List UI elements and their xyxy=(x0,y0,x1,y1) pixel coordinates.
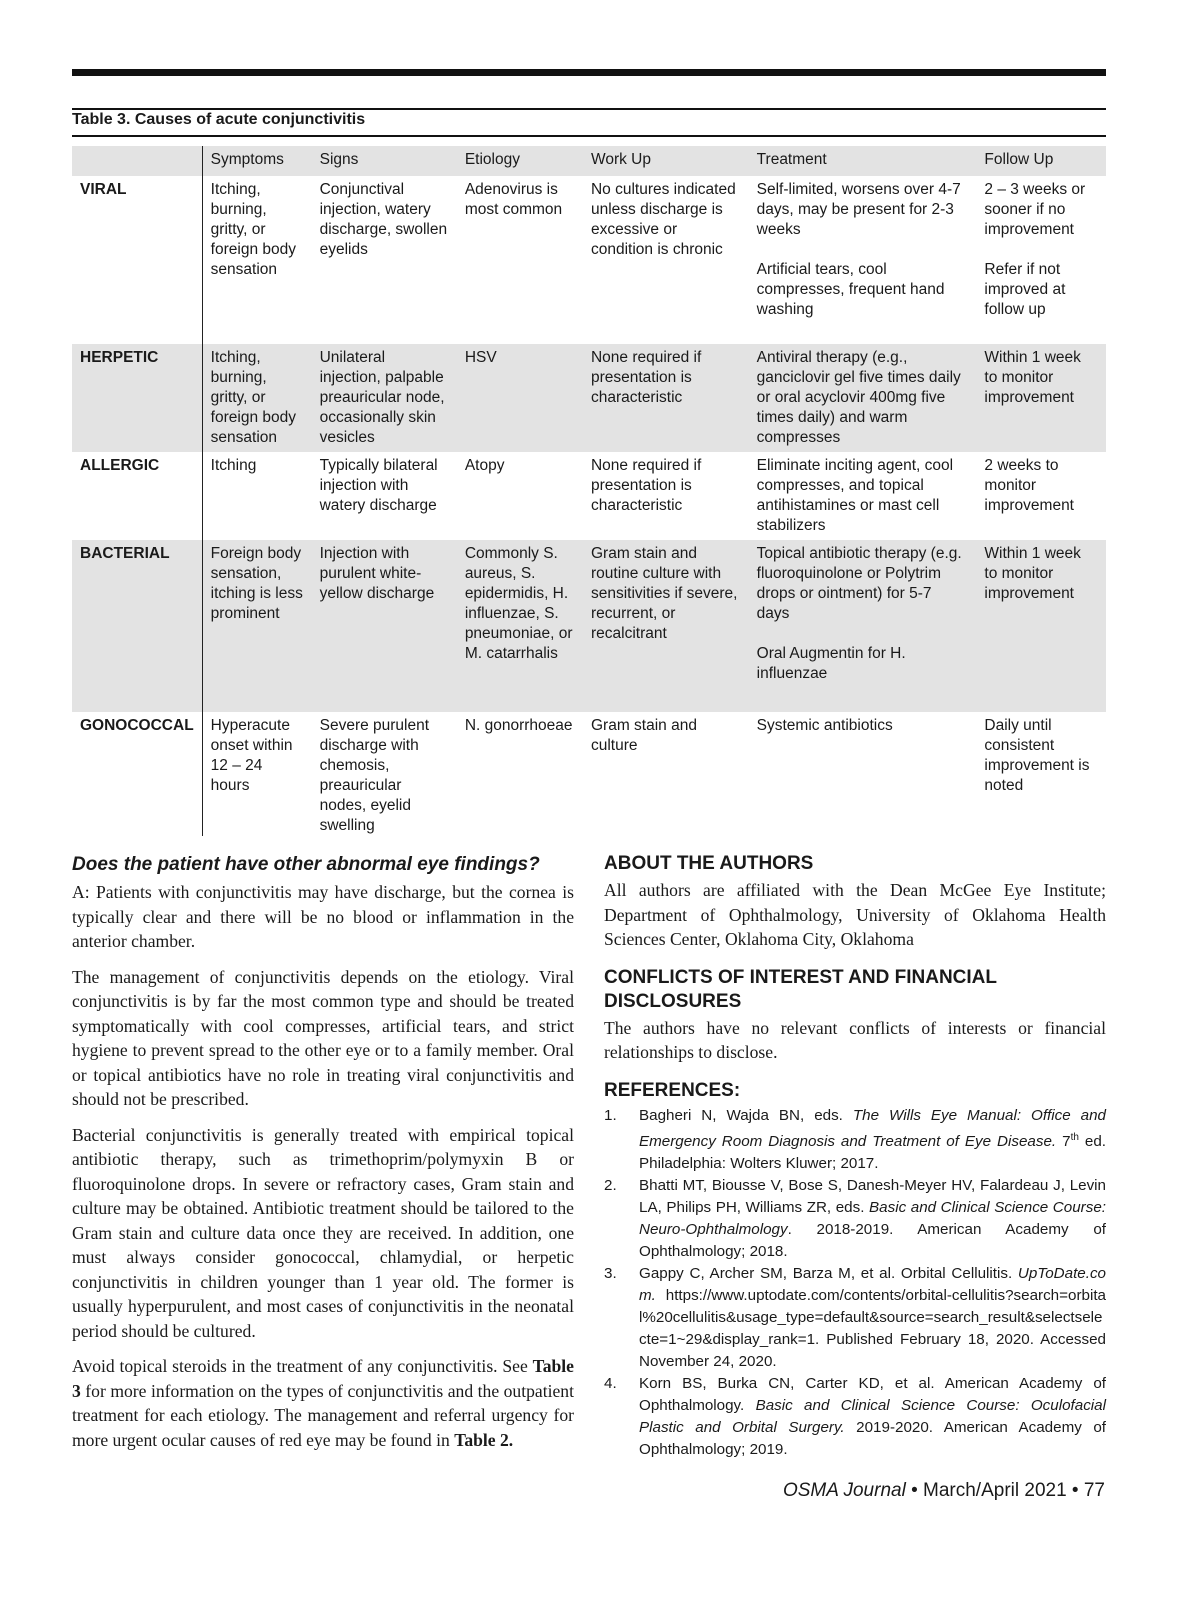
text-run: Avoid topical steroids in the treatment of any conjunctivitis. See xyxy=(72,1356,533,1376)
reference-item xyxy=(604,1175,1106,1263)
text-run: Korn BS, Burka CN, Carter KD, et al. American Academy of Ophthalmology. xyxy=(639,1374,1106,1414)
followup-line: Refer if not improved at follow up xyxy=(984,261,1066,318)
reference-number: 4. xyxy=(604,1374,617,1392)
header-treatment: Treatment xyxy=(749,146,977,176)
superscript: th xyxy=(1070,1131,1079,1143)
cell-etiology: Commonly S. aureus, S. epidermidis, H. influenzae, S. pneumoniae, or M. catarrhalis xyxy=(457,540,583,712)
cell-followup: 2 weeks to monitor improvement xyxy=(984,457,1074,514)
reference-title: Basic and Clinical Science Course: Oculofacial Plastic and Orbital Surgery. xyxy=(639,1396,1106,1436)
cell-treatment xyxy=(749,540,977,712)
cell-signs: Typically bilateral injection with watery discharge xyxy=(319,457,438,514)
table-row-viral xyxy=(72,176,1106,344)
treatment-line: Self-limited, worsens over 4-7 days, may be present for 2-3 weeks xyxy=(756,181,961,238)
header-workup: Work Up xyxy=(583,146,749,176)
reference-item xyxy=(604,1263,1106,1373)
header-etiology: Etiology xyxy=(457,146,583,176)
text-run: Bhatti MT, Biousse V, Bose S, Danesh-Meyer HV, Falardeau J, Levin LA, Philips PH, Williams ZR, eds. xyxy=(639,1176,1106,1216)
header-followup: Follow Up xyxy=(976,146,1105,176)
text-run: 7 xyxy=(1056,1132,1071,1150)
row-label: GONOCOCCAL xyxy=(80,717,194,734)
table-row-gonococcal xyxy=(72,712,1106,836)
reference-item xyxy=(604,1105,1106,1175)
header-symptoms: Symptoms xyxy=(202,146,311,176)
references-list xyxy=(604,1105,1106,1461)
cell-signs: Conjunctival injection, watery discharge, swollen eyelids xyxy=(319,181,448,258)
followup-line: 2 – 3 weeks or sooner if no improvement xyxy=(984,181,1086,238)
reference-number: 2. xyxy=(604,1176,617,1194)
header-blank xyxy=(72,146,202,176)
cell-signs: Unilateral injection, palpable preauricular node, occasionally skin vesicles xyxy=(312,344,457,452)
section-heading: Does the patient have other abnormal eye findings? xyxy=(72,854,540,875)
cell-symptoms: Foreign body sensation, itching is less prominent xyxy=(202,540,311,712)
table-caption: Table 3. Causes of acute conjunctivitis xyxy=(72,111,366,128)
table-3-reference: Table 3 xyxy=(72,1356,574,1401)
cell-treatment: Antiviral therapy (e.g., ganciclovir gel five times daily or oral acyclovir 400mg five times daily) and warm compresses xyxy=(749,344,977,452)
table-header-row xyxy=(72,146,1106,176)
conflicts-heading: CONFLICTS OF INTEREST AND FINANCIAL DISCLOSURES xyxy=(604,966,997,1012)
cell-etiology: Atopy xyxy=(464,457,505,474)
cell-treatment: Systemic antibiotics xyxy=(756,717,893,734)
journal-name: OSMA Journal xyxy=(782,1480,906,1501)
cell-followup xyxy=(976,176,1105,344)
cell-workup: Gram stain and routine culture with sensitivities if severe, recurrent, or recalcitrant xyxy=(583,540,749,712)
cell-etiology: HSV xyxy=(457,344,583,452)
text-run: Bagheri N, Wajda BN, eds. xyxy=(639,1106,853,1124)
about-heading: ABOUT THE AUTHORS xyxy=(604,853,814,874)
row-label: HERPETIC xyxy=(72,344,202,452)
paragraph: Bacterial conjunctivitis is generally treated with empirical topical antibiotic therapy, such as trimethoprim/polymyxin B or fluoroquinolone drops. In severe or refractory cases, Gram stain and culture may be obtained. Antibiotic treatment should be tailored to the Gram stain and culture data once they are received. In addition, one must always consider gonococcal, chlamydial, or herpetic conjunctivitis in children younger than 1 year old. The former is usually hyperpurulent, and most cases of conjunctivitis in the neonatal period should be cultured. xyxy=(72,1124,574,1341)
page-footer xyxy=(783,1480,1105,1502)
top-rule xyxy=(72,69,1106,76)
text-run: . 2018-2019. American Academy of Ophthalmology; 2018. xyxy=(639,1220,1106,1260)
text-run: 2019-2020. American Academy of Ophthalmology; 2019. xyxy=(639,1418,1107,1458)
reference-number: 1. xyxy=(604,1106,617,1124)
table-row-allergic xyxy=(72,452,1106,540)
table-row-herpetic xyxy=(72,344,1106,452)
cell-treatment: Eliminate inciting agent, cool compresses, and topical antihistamines or mast cell stabilizers xyxy=(756,457,954,534)
row-label: VIRAL xyxy=(80,181,127,198)
cell-etiology: Adenovirus is most common xyxy=(464,181,563,218)
cell-etiology: N. gonorrhoeae xyxy=(464,717,573,734)
cell-followup: Daily until consistent improvement is noted xyxy=(984,717,1090,794)
references-heading: REFERENCES: xyxy=(604,1079,741,1101)
row-label: ALLERGIC xyxy=(80,457,160,474)
cell-treatment xyxy=(749,176,977,344)
cell-workup: No cultures indicated unless discharge is excessive or condition is chronic xyxy=(590,181,736,258)
cell-symptoms: Itching xyxy=(202,452,311,540)
text-run: ed. Philadelphia: Wolters Kluwer; 2017. xyxy=(639,1132,1106,1172)
cell-symptoms: Hyperacute onset within 12 – 24 hours xyxy=(202,712,311,836)
cell-signs: Severe purulent discharge with chemosis, preauricular nodes, eyelid swelling xyxy=(319,717,430,834)
reference-title: Basic and Clinical Science Course: Neuro-Ophthalmology xyxy=(639,1198,1106,1238)
treatment-line: Artificial tears, cool compresses, frequent hand washing xyxy=(756,261,945,318)
cell-symptoms: Itching, burning, gritty, or foreign body sensation xyxy=(202,344,311,452)
row-label: BACTERIAL xyxy=(72,540,202,712)
caption-rule-top xyxy=(72,108,1106,110)
reference-number: 3. xyxy=(604,1264,617,1282)
reference-title: UpToDate.com. xyxy=(639,1264,1106,1304)
conflicts-text: The authors have no relevant conflicts of interests or financial relationships to disclose. xyxy=(604,1017,1106,1062)
text-run: Gappy C, Archer SM, Barza M, et al. Orbital Cellulitis. xyxy=(639,1264,1018,1282)
cell-signs: Injection with purulent white-yellow discharge xyxy=(312,540,457,712)
table-row-bacterial xyxy=(72,540,1106,712)
right-column xyxy=(604,852,1106,1461)
reference-title: The Wills Eye Manual: Office and Emergency Room Diagnosis and Treatment of Eye Disease. xyxy=(639,1106,1106,1150)
treatment-line: Topical antibiotic therapy (e.g. fluoroquinolone or Polytrim drops or ointment) for 5-7 days xyxy=(756,545,962,622)
issue-and-page: • March/April 2021 • 77 xyxy=(905,1480,1105,1501)
text-run: for more information on the types of conjunctivitis and the outpatient treatment for each etiology. The management and referral urgency for more urgent ocular causes of red eye may be found in xyxy=(72,1380,574,1450)
cell-workup: Gram stain and culture xyxy=(590,717,697,754)
reference-item xyxy=(604,1373,1106,1461)
cell-symptoms: Itching, burning, gritty, or foreign body sensation xyxy=(202,176,311,344)
paragraph: The management of conjunctivitis depends on the etiology. Viral conjunctivitis is by far the most common type and should be treated symptomatically with cool compresses, artificial tears, and strict hygiene to prevent spread to the other eye or to a family member. Oral or topical antibiotics have no role in treating viral conjunctivitis and should not be prescribed. xyxy=(72,966,574,1109)
conjunctivitis-table xyxy=(72,146,1106,836)
treatment-line: Oral Augmentin for H. influenzae xyxy=(756,645,906,682)
header-signs: Signs xyxy=(312,146,457,176)
reference-url[interactable]: https://www.uptodate.com/contents/orbital-cellulitis?search=orbital%20cellulitis&usage_type=default&source=search_result&selectselecte=1~29&display_rank=1. Published February 18, 2020. Accessed November 24, 2020. xyxy=(639,1286,1106,1370)
cell-followup: Within 1 week to monitor improvement xyxy=(976,540,1105,712)
paragraph xyxy=(72,1354,574,1452)
cell-workup: None required if presentation is characteristic xyxy=(583,344,749,452)
cell-workup: None required if presentation is characteristic xyxy=(590,457,702,514)
paragraph: A: Patients with conjunctivitis may have discharge, but the cornea is typically clear and there will be no blood or inflammation in the anterior chamber. xyxy=(72,882,574,951)
caption-rule-bottom xyxy=(72,135,1106,137)
about-text: All authors are affiliated with the Dean McGee Eye Institute; Department of Ophthalmology, University of Oklahoma Health Sciences Center, Oklahoma City, Oklahoma xyxy=(604,880,1106,949)
left-column xyxy=(72,852,574,1463)
cell-followup: Within 1 week to monitor improvement xyxy=(976,344,1105,452)
table-2-reference: Table 2. xyxy=(454,1429,514,1450)
